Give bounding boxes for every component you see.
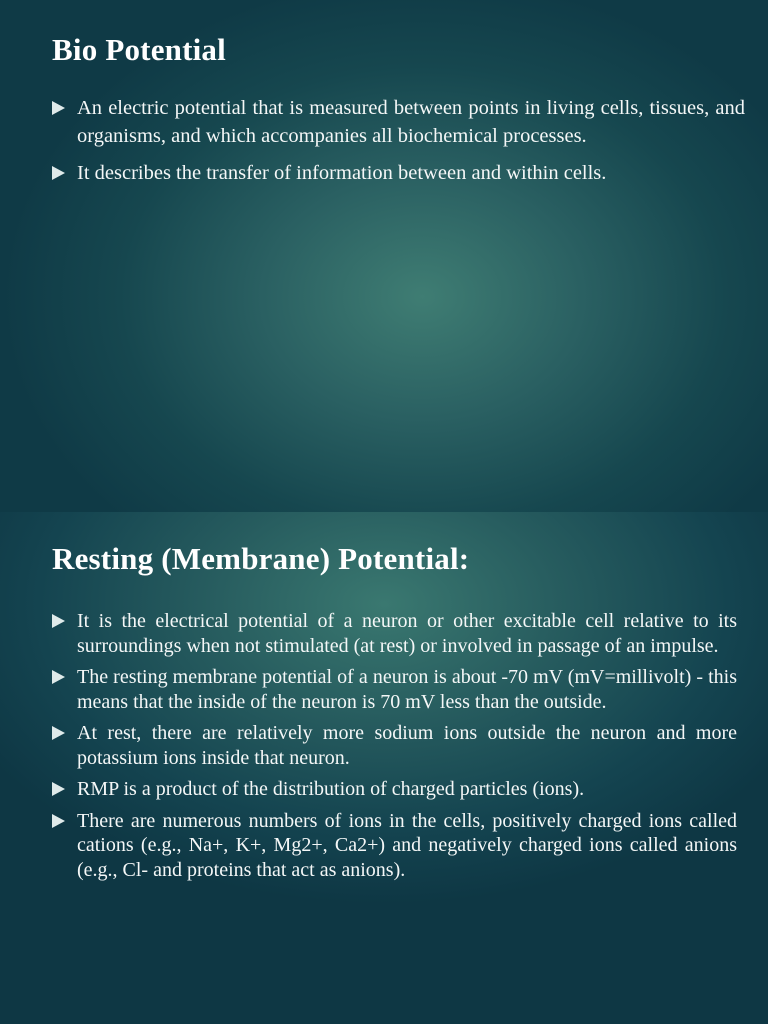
bullet-list bbox=[52, 609, 737, 889]
list-item bbox=[52, 609, 737, 658]
bullet-text: There are numerous numbers of ions in the cells, positively charged ions called cations (e.g., Na+, K+, Mg2+, Ca2+) and negatively charged ions called anions (e.g., Cl- and proteins that act as anions). bbox=[77, 809, 737, 881]
triangle-right-icon bbox=[52, 726, 65, 740]
triangle-right-icon bbox=[52, 614, 65, 628]
triangle-right-icon bbox=[52, 166, 65, 180]
list-item bbox=[52, 721, 737, 770]
list-item bbox=[52, 665, 737, 714]
slide-title: Bio Potential bbox=[52, 32, 226, 67]
bullet-list bbox=[52, 94, 745, 196]
slide-title: Resting (Membrane) Potential: bbox=[52, 541, 470, 576]
triangle-right-icon bbox=[52, 101, 65, 115]
list-item bbox=[52, 777, 737, 802]
bullet-text: An electric potential that is measured between points in living cells, tissues, and organisms, and which accompanies all biochemical processes. bbox=[77, 97, 745, 147]
triangle-right-icon bbox=[52, 814, 65, 828]
bullet-text: It describes the transfer of information between and within cells. bbox=[77, 162, 607, 184]
list-item bbox=[52, 809, 737, 883]
list-item bbox=[52, 94, 745, 150]
bullet-text: RMP is a product of the distribution of charged particles (ions). bbox=[77, 778, 585, 800]
bullet-text: It is the electrical potential of a neuron or other excitable cell relative to its surroundings when not stimulated (at rest) or involved in passage of an impulse. bbox=[77, 610, 737, 657]
triangle-right-icon bbox=[52, 782, 65, 796]
bullet-text: The resting membrane potential of a neuron is about -70 mV (mV=millivolt) - this means that the inside of the neuron is 70 mV less than the outside. bbox=[77, 666, 737, 713]
triangle-right-icon bbox=[52, 670, 65, 684]
slide-resting-potential bbox=[0, 512, 768, 1024]
bullet-text: At rest, there are relatively more sodium ions outside the neuron and more potassium ions inside that neuron. bbox=[77, 722, 737, 769]
list-item bbox=[52, 159, 745, 187]
